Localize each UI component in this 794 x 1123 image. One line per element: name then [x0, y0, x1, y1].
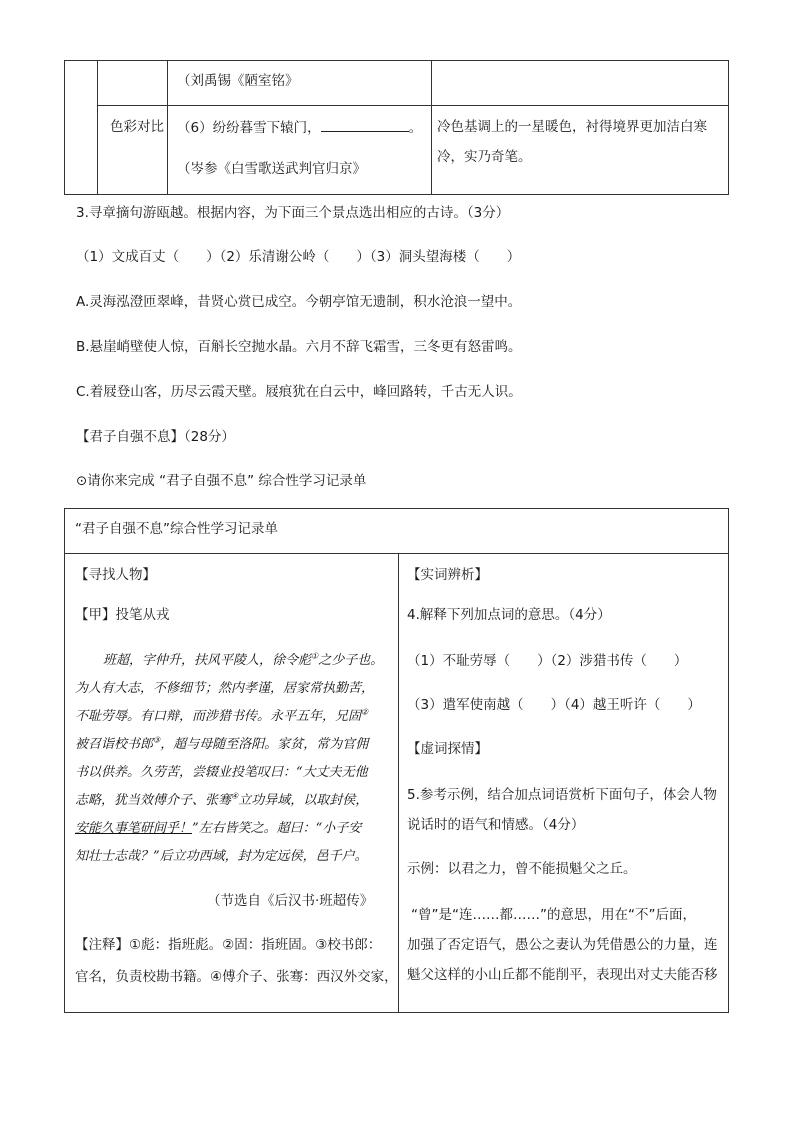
passage-line: 书以供养。久劳苦，尝辍业投笔叹曰：“大丈夫无他	[75, 765, 368, 780]
section-intro: ⊙请你来完成 “君子自强不息” 综合性学习记录单	[76, 473, 367, 489]
passage-line: 不耻劳辱。有口辩，而涉猎书传。永平五年，兄固②	[75, 707, 369, 724]
passage-line: 被召诣校书郎③，超与母随至洛阳。家贫，常为官佣	[75, 735, 369, 752]
left-heading: 【寻找人物】	[75, 567, 156, 583]
passage-source: （节选自《后汉书·班超传》	[207, 893, 374, 909]
poem-comment: 冷，实乃奇笔。	[437, 149, 532, 165]
question-5: 5.参考示例，结合加点词语赏析下面句子，体会人物	[407, 787, 717, 803]
analysis-line: “曾”是“连……都……”的意思，用在“不”后面，	[411, 907, 696, 923]
table-divider	[167, 61, 168, 194]
analysis-line: 魁父这样的小山丘都不能削平，表现出对丈夫能否移	[407, 967, 718, 983]
poem-line	[177, 117, 422, 138]
poem-punct: 。	[408, 120, 423, 136]
table-row-divider	[97, 105, 728, 106]
poetry-table	[64, 60, 729, 195]
right-heading-1: 【实词辨析】	[407, 567, 488, 583]
question-4: 4.解释下列加点词的意思。（4分）	[407, 607, 611, 623]
table-divider	[97, 61, 98, 194]
passage-line: 志略，犹当效傅介子、张骞④立功异域，以取封侯，	[75, 791, 369, 808]
option-c: C.着屐登山客，历尽云霞天壁。屐痕犹在白云中，峰回路转，千古无人识。	[76, 384, 522, 400]
option-a: A.灵海泓澄匝翠峰，昔贤心赏已成空。今朝亭馆无遗制，积水沧浪一望中。	[76, 294, 522, 310]
record-sheet-table	[64, 508, 729, 1013]
passage-line: 为人有大志，不修细节；然内孝谨，居家常执勤苦，	[75, 681, 375, 696]
question-3-stem: 3.寻章摘句游瓯越。根据内容，为下面三个景点选出相应的古诗。（3分）	[76, 205, 510, 221]
poem-comment: 冷色基调上的一星暖色，衬得境界更加洁白寒	[437, 119, 707, 135]
question-5: 说话时的语气和情感。（4分）	[407, 817, 585, 833]
analysis-line: 加强了否定语气，愚公之妻认为凭借愚公的力量，连	[407, 937, 718, 953]
question-3-items: （1）文成百丈（ ）（2）乐清谢公岭（ ）（3）洞头望海楼（ ）	[76, 249, 521, 265]
table-divider	[431, 61, 432, 194]
poem-text: （6）纷纷暮雪下辕门，	[177, 120, 321, 136]
passage-line: 安能久事笔研间乎！”左右皆笑之。超曰：“小子安	[75, 821, 362, 836]
answer-blank[interactable]	[321, 117, 409, 132]
question-4-items: （1）不耻劳辱（ ）（2）涉猎书传（ ）	[407, 653, 688, 669]
passage-note: 【注释】①彪：指班彪。②固：指班固。③校书郎：	[75, 937, 382, 953]
section-title: 【君子自强不息】（28分）	[76, 429, 235, 445]
passage-line: 班超，字仲升，扶风平陵人，徐令彪①之少子也。	[103, 651, 384, 668]
table-divider	[398, 553, 399, 1012]
option-b: B.悬崖峭壁使人惊，百斛长空抛水晶。六月不辞飞霜雪，三冬更有怒雷鸣。	[76, 339, 522, 355]
question-4-items: （3）遣军使南越（ ）（4）越王听许（ ）	[407, 697, 701, 713]
poem-source: （岑参《白雪歌送武判官归京》	[177, 161, 366, 177]
table-row-divider	[65, 553, 728, 554]
left-subheading: 【甲】投笔从戎	[75, 607, 170, 623]
passage-note: 官名，负责校勘书籍。④傅介子、张骞：西汉外交家，	[75, 969, 398, 985]
row-label: 色彩对比	[110, 119, 164, 135]
right-heading-2: 【虚词探情】	[407, 741, 488, 757]
passage-line: 知壮士志哉？”后立功西域，封为定远侯，邑千户。	[75, 849, 368, 864]
record-title: “君子自强不息”综合性学习记录单	[75, 521, 278, 537]
example: 示例：以君之力，曾不能损魁父之丘。	[407, 861, 637, 877]
poem-source: （刘禹锡《陋室铭》	[177, 73, 299, 89]
